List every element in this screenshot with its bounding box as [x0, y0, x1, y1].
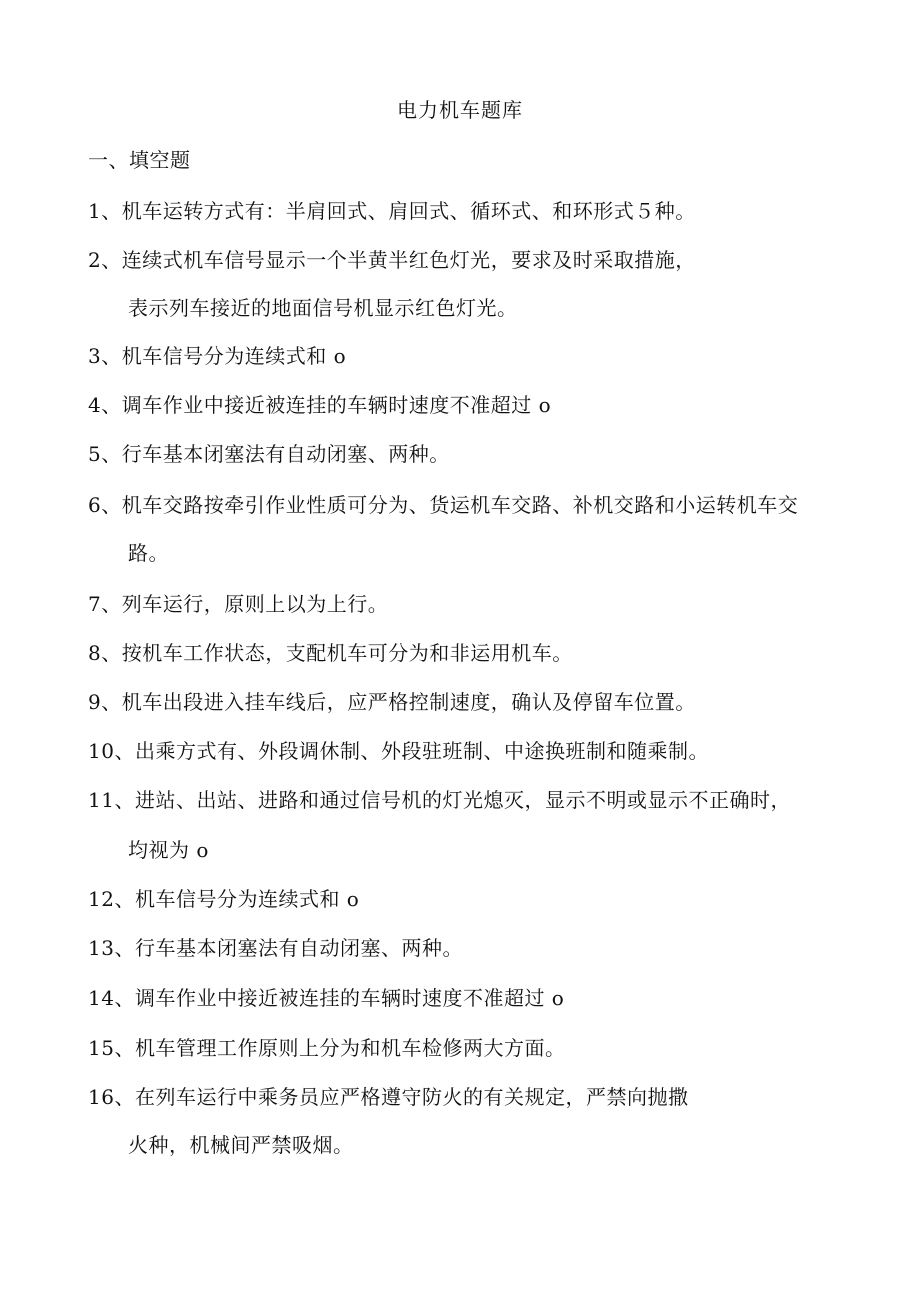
question-11: 11、进站、出站、进路和通过信号机的灯光熄灭，显示不明或显示不正确时， [88, 788, 791, 812]
question-16-continuation: 火种，机械间严禁吸烟。 [128, 1133, 354, 1157]
question-6-continuation: 路。 [128, 541, 169, 565]
question-2-continuation: 表示列车接近的地面信号机显示红色灯光。 [128, 296, 518, 320]
question-1: 1、机车运转方式有：半肩回式、肩回式、循环式、和环形式５种。 [88, 199, 696, 223]
question-4: 4、调车作业中接近被连挂的车辆时速度不准超过 o [88, 393, 552, 417]
question-10: 10、出乘方式有、外段调休制、外段驻班制、中途换班制和随乘制。 [88, 739, 709, 763]
question-3: 3、机车信号分为连续式和 o [88, 344, 347, 368]
question-12: 12、机车信号分为连续式和 o [88, 887, 360, 911]
section-heading: 一、填空题 [88, 148, 191, 172]
question-14: 14、调车作业中接近被连挂的车辆时速度不准超过 o [88, 986, 565, 1010]
question-15: 15、机车管理工作原则上分为和机车检修两大方面。 [88, 1036, 566, 1060]
question-9: 9、机车出段进入挂车线后，应严格控制速度，确认及停留车位置。 [88, 690, 696, 714]
question-13: 13、行车基本闭塞法有自动闭塞、两种。 [88, 936, 463, 960]
question-6: 6、机车交路按牵引作业性质可分为、货运机车交路、补机交路和小运转机车交 [88, 493, 799, 517]
question-2: 2、连续式机车信号显示一个半黄半红色灯光，要求及时采取措施， [88, 248, 696, 272]
question-8: 8、按机车工作状态，支配机车可分为和非运用机车。 [88, 641, 573, 665]
question-16: 16、在列车运行中乘务员应严格遵守防火的有关规定，严禁向抛撒 [88, 1085, 689, 1109]
question-5: 5、行车基本闭塞法有自动闭塞、两种。 [88, 442, 450, 466]
question-11-continuation: 均视为 o [128, 838, 209, 862]
question-7: 7、列车运行，原则上以为上行。 [88, 592, 389, 616]
page-title: 电力机车题库 [397, 98, 523, 122]
